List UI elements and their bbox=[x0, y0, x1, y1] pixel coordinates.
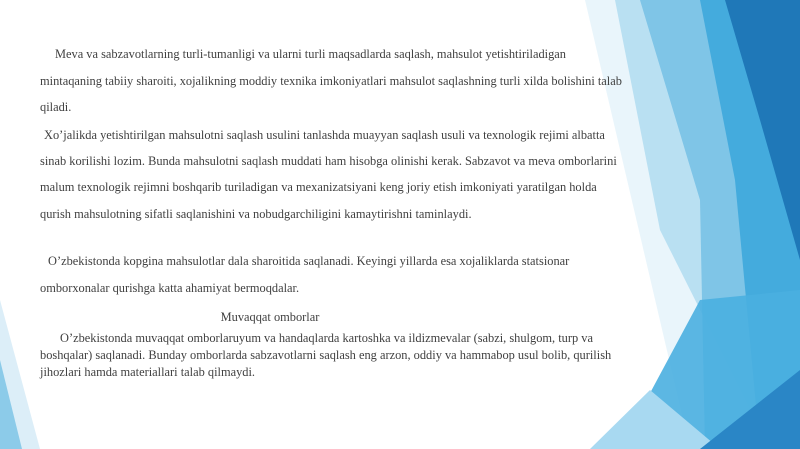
paragraph-1 bbox=[40, 41, 625, 121]
section-heading: Muvaqqat omborlar bbox=[220, 310, 320, 324]
paragraph-2 bbox=[40, 122, 630, 227]
paragraph-3-text: O’zbekistonda kopgina mahsulotlar dala sharoitida saqlanadi. Keyingi yillarda esa xojaliklarda statsionar omborxonalar qurishga katta ahamiyat bermoqdalar. bbox=[40, 254, 570, 295]
paragraph-2-text: Xo’jalikda yetishtirilgan mahsulotni saqlash usulini tanlashda muayyan saqlash usuli va texnologik rejimi albatta sinab korilishi lozim. Bunda mahsulotni saqlash muddati ham hisobga olinishi kerak. Sabzavot va meva omborlarini malum texnologik rejimni boshqarib turiladigan va mexanizatsiyani keng joriy etish imkoniyati yaratilgan holda qurish mahsulotning sifatli saqlanishini va nobudgarchiligini kamaytirishni taminlaydi. bbox=[40, 128, 617, 221]
paragraph-4-text: O’zbekistonda muvaqqat omborlaruyum va handaqlarda kartoshka va ildizmevalar (sabzi, shulgom, turp va boshqalar) saqlanadi. Bunday omborlarda sabzavotlarni saqlash eng arzon, oddiy va hammabop usul bolib, qurilish jihozlari hamda materiallari talab qilmaydi. bbox=[40, 331, 612, 379]
paragraph-1-text: Meva va sabzavotlarning turli-tumanligi va ularni turli maqsadlarda saqlash, mahsulot yetishtiriladigan mintaqaning tabiiy sharoiti, xojalikning moddiy texnika imkoniyatlari mahsulot saqlashning turli xilda bolishini talab qiladi. bbox=[40, 47, 622, 114]
paragraph-4 bbox=[40, 330, 635, 381]
paragraph-3 bbox=[40, 248, 630, 301]
